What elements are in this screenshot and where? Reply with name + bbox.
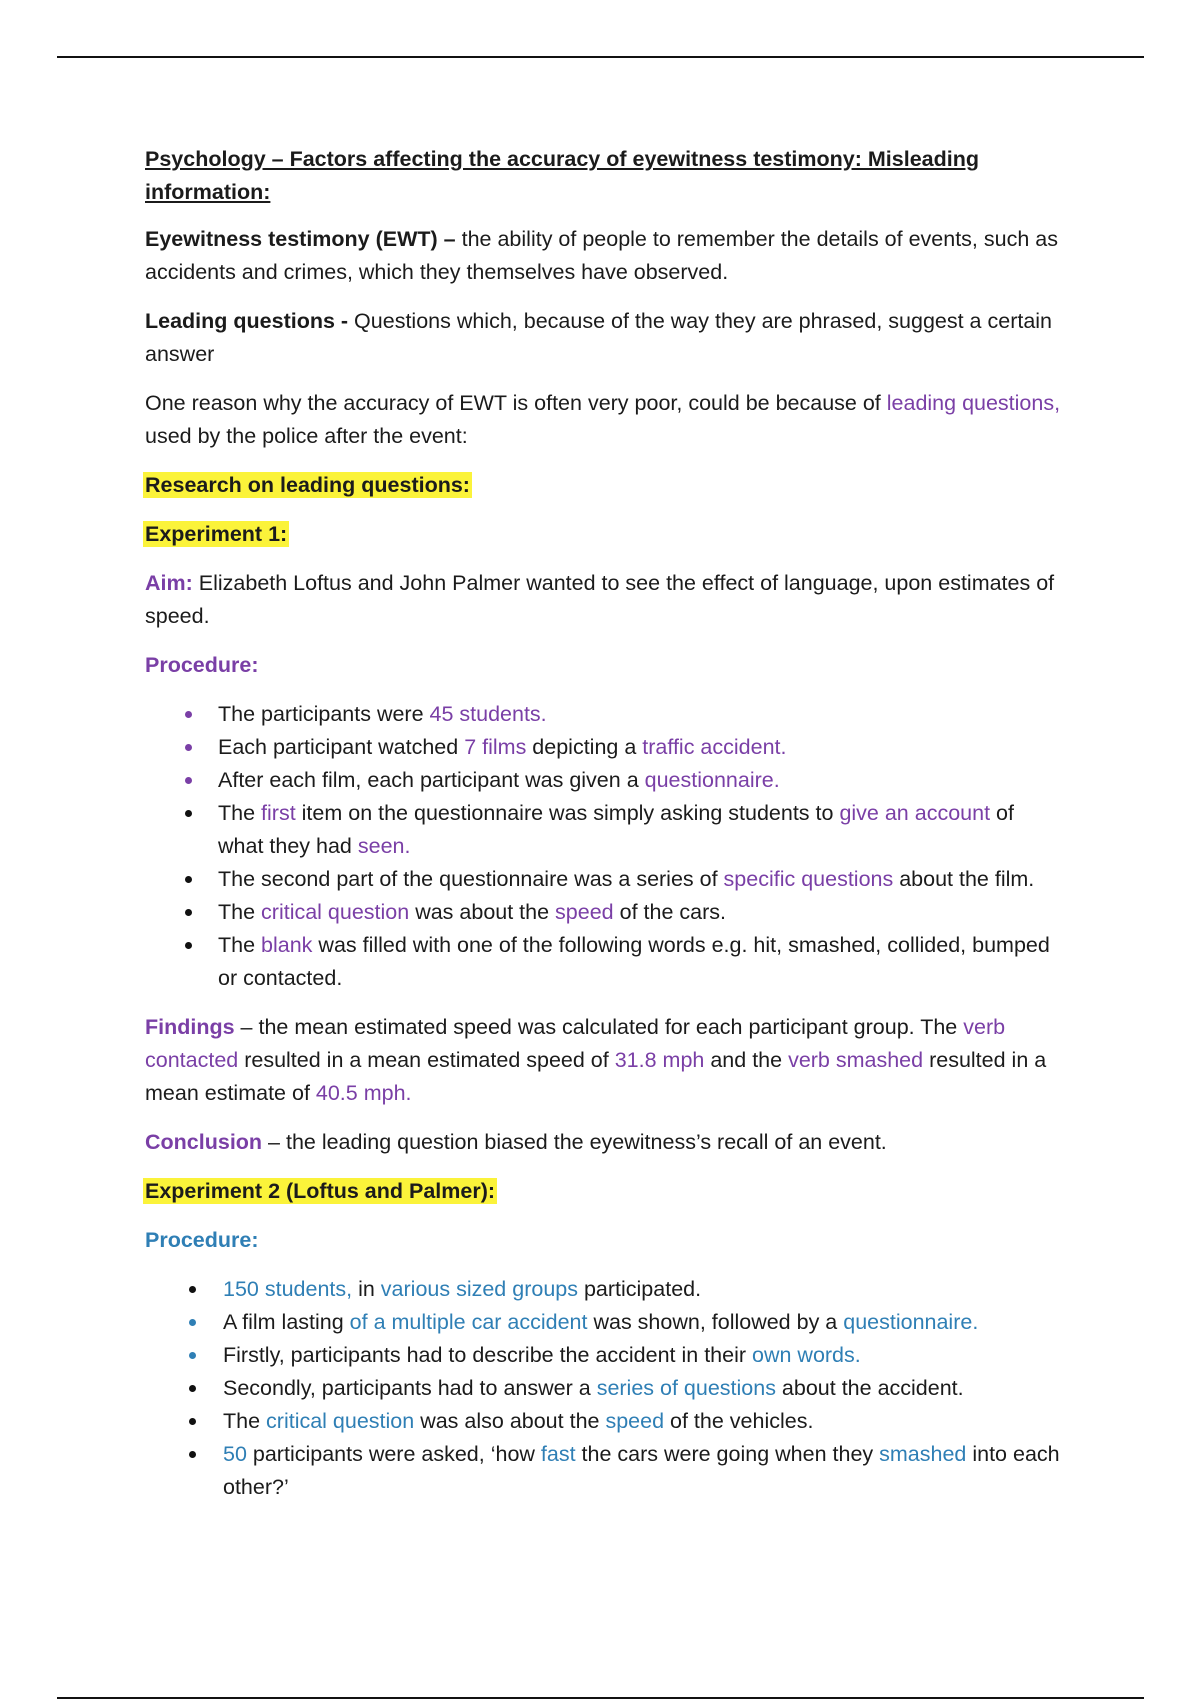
research-heading: Research on leading questions: [145, 473, 470, 497]
list-item: The blank was filled with one of the following words e.g. hit, smashed, collided, bumped or contacted. [145, 929, 1065, 995]
document-body [145, 143, 1065, 1520]
list-item: The first item on the questionnaire was simply asking students to give an account of what they had seen. [145, 797, 1065, 863]
list-item: 150 students, in various sized groups participated. [145, 1273, 1065, 1306]
experiment-2-heading: Experiment 2 (Loftus and Palmer): [145, 1179, 496, 1203]
list-item: The critical question was also about the speed of the vehicles. [145, 1405, 1065, 1438]
procedure-1-label: Procedure: [145, 653, 259, 677]
page-title: Psychology – Factors affecting the accuracy of eyewitness testimony: Misleading information: [145, 147, 979, 204]
list-item: Secondly, participants had to answer a series of questions about the accident. [145, 1372, 1065, 1405]
bottom-rule [57, 1697, 1144, 1699]
conclusion-paragraph: Conclusion – the leading question biased the eyewitness’s recall of an event. [145, 1130, 887, 1154]
list-item: The participants were 45 students. [145, 698, 1065, 731]
top-rule [57, 56, 1144, 58]
procedure-2-label: Procedure: [145, 1228, 259, 1252]
ewt-definition: Eyewitness testimony (EWT) – the ability of people to remember the details of events, such as accidents and crimes, which they themselves have observed. [145, 227, 1058, 284]
aim-paragraph: Aim: Elizabeth Loftus and John Palmer wanted to see the effect of language, upon estimates of speed. [145, 571, 1055, 628]
list-item: Firstly, participants had to describe the accident in their own words. [145, 1339, 1065, 1372]
procedure-2-list [145, 1273, 1065, 1504]
experiment-1-heading: Experiment 1: [145, 522, 288, 546]
list-item: A film lasting of a multiple car accident was shown, followed by a questionnaire. [145, 1306, 1065, 1339]
reason-paragraph: One reason why the accuracy of EWT is often very poor, could be because of leading questions, used by the police after the event: [145, 391, 1061, 448]
list-item: 50 participants were asked, ‘how fast the cars were going when they smashed into each other?’ [145, 1438, 1065, 1504]
list-item: The second part of the questionnaire was a series of specific questions about the film. [145, 863, 1065, 896]
list-item: After each film, each participant was given a questionnaire. [145, 764, 1065, 797]
findings-paragraph: Findings – the mean estimated speed was calculated for each participant group. The verb contacted resulted in a mean estimated speed of 31.8 mph and the verb smashed resulted in a mean estimate of 40.5 mph. [145, 1015, 1047, 1105]
leading-questions-definition: Leading questions - Questions which, because of the way they are phrased, suggest a certain answer [145, 309, 1053, 366]
list-item: The critical question was about the speed of the cars. [145, 896, 1065, 929]
list-item: Each participant watched 7 films depicting a traffic accident. [145, 731, 1065, 764]
procedure-1-list [145, 698, 1065, 995]
